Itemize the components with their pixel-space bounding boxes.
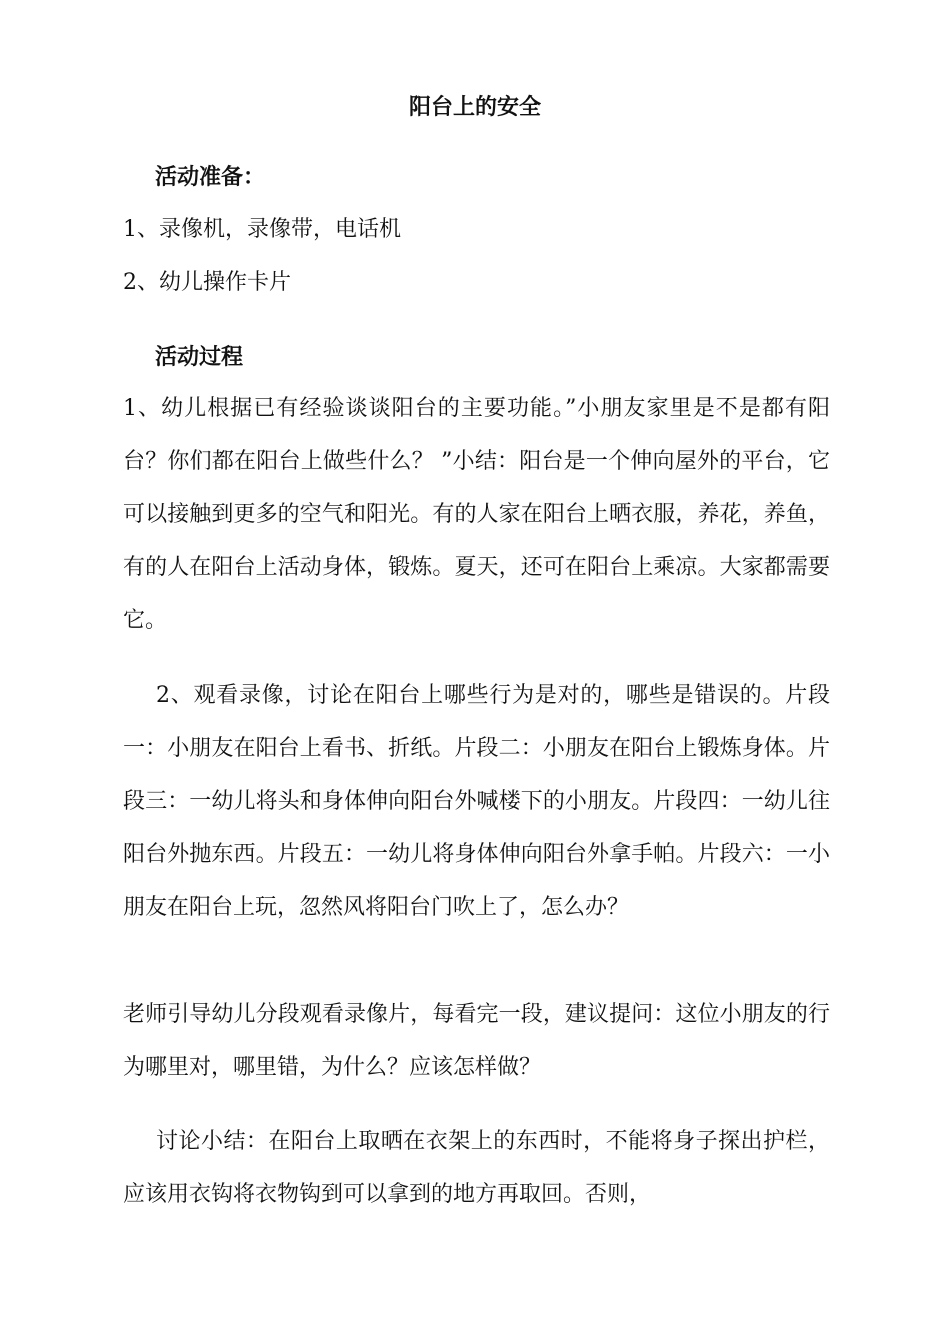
document-title: 阳台上的安全 bbox=[408, 95, 541, 120]
discussion-summary: 讨论小结：在阳台上取晒在衣架上的东西时，不能将身子探出护栏，应该用衣钩将衣物钩到可以拿到的地方再取回。否则， bbox=[123, 1129, 830, 1207]
prep-item-2: 2、幼儿操作卡片 bbox=[123, 270, 291, 295]
prep-heading: 活动准备： bbox=[155, 165, 266, 190]
process-paragraph-3: 老师引导幼儿分段观看录像片，每看完一段，建议提问：这位小朋友的行为哪里对，哪里错，为什么？应该怎样做？ bbox=[123, 1002, 830, 1080]
prep-item-1: 1、录像机，录像带，电话机 bbox=[123, 217, 401, 242]
process-paragraph-1: 1、幼儿根据已有经验谈谈阳台的主要功能。”小朋友家里是不是都有阳台？你们都在阳台上做些什么？ ”小结：阳台是一个伸向屋外的平台，它可以接触到更多的空气和阳光。有的人家在阳台上晒衣服，养花，养鱼，有的人在阳台上活动身体，锻炼。夏天，还可在阳台上乘凉。大家都需要它。 bbox=[123, 396, 830, 633]
process-paragraph-2: 2、观看录像，讨论在阳台上哪些行为是对的，哪些是错误的。片段一：小朋友在阳台上看书、折纸。片段二：小朋友在阳台上锻炼身体。片段三：一幼儿将头和身体伸向阳台外喊楼下的小朋友。片段四：一幼儿往阳台外抛东西。片段五：一幼儿将身体伸向阳台外拿手帕。片段六：一小朋友在阳台上玩，忽然风将阳台门吹上了，怎么办？ bbox=[123, 683, 830, 920]
process-heading: 活动过程 bbox=[155, 345, 244, 370]
